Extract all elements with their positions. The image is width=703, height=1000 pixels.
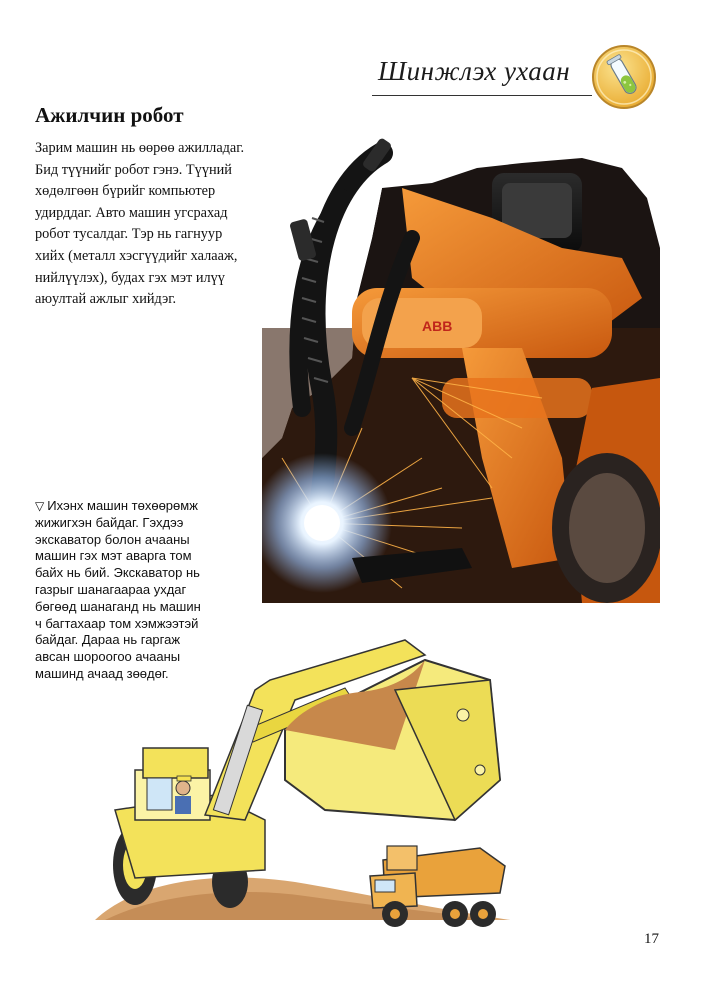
caption-line: машинд ачаад зөөдөг. [35, 665, 169, 681]
caption-line: экскаватор болон ачааны [35, 531, 190, 547]
caption-line: байдаг. Дараа нь гаргаж [35, 632, 181, 648]
intro-line: удирддаг. Авто машин угсрахад [35, 204, 228, 221]
section-title: Шинжлэх ухаан [378, 56, 571, 86]
page-number: 17 [644, 931, 659, 947]
intro-line: хөдөлгөөн бүрийг компьютер [35, 183, 216, 200]
intro-line: робот тусалдаг. Тэр нь гагнуур [35, 226, 223, 243]
header-divider [372, 95, 592, 96]
intro-line: Зарим машин нь өөрөө ажилладаг. [35, 140, 245, 156]
article-heading: Ажилчин робот [35, 103, 184, 127]
caption-line: газрыг шанагаараа ухдаг [35, 581, 187, 597]
dump-truck-illustration [365, 838, 510, 930]
intro-line: нийлүүлэх), будах гэх мэт илүү [35, 269, 225, 286]
caption-line: бөгөөд шанаганд нь машин [35, 598, 201, 614]
caption-line: байх нь бий. Экскаватор нь [35, 565, 200, 581]
caption-line: ч багтахаар том хэмжээтэй [35, 615, 199, 631]
robot-logo: ABB [422, 318, 453, 334]
test-tube-icon [591, 44, 657, 110]
caption-line: авсан шороогоо ачааны [35, 649, 181, 665]
caption-line: ▽ Ихэнх машин төхөөрөмж [35, 498, 198, 513]
triangle-marker-icon: ▽ [35, 499, 45, 513]
caption-line: машин гэх мэт аварга том [35, 548, 192, 564]
welding-robot-photo [262, 128, 660, 603]
intro-paragraph [35, 138, 290, 311]
intro-line: хийх (металл хэсгүүдийг халааж, [35, 247, 238, 264]
intro-line: Бид түүнийг робот гэнэ. Түүний [35, 161, 232, 178]
intro-line: аюултай ажлыг хийдэг. [35, 291, 177, 308]
caption-line: жижигхэн байдаг. Гэхдээ [35, 514, 184, 530]
